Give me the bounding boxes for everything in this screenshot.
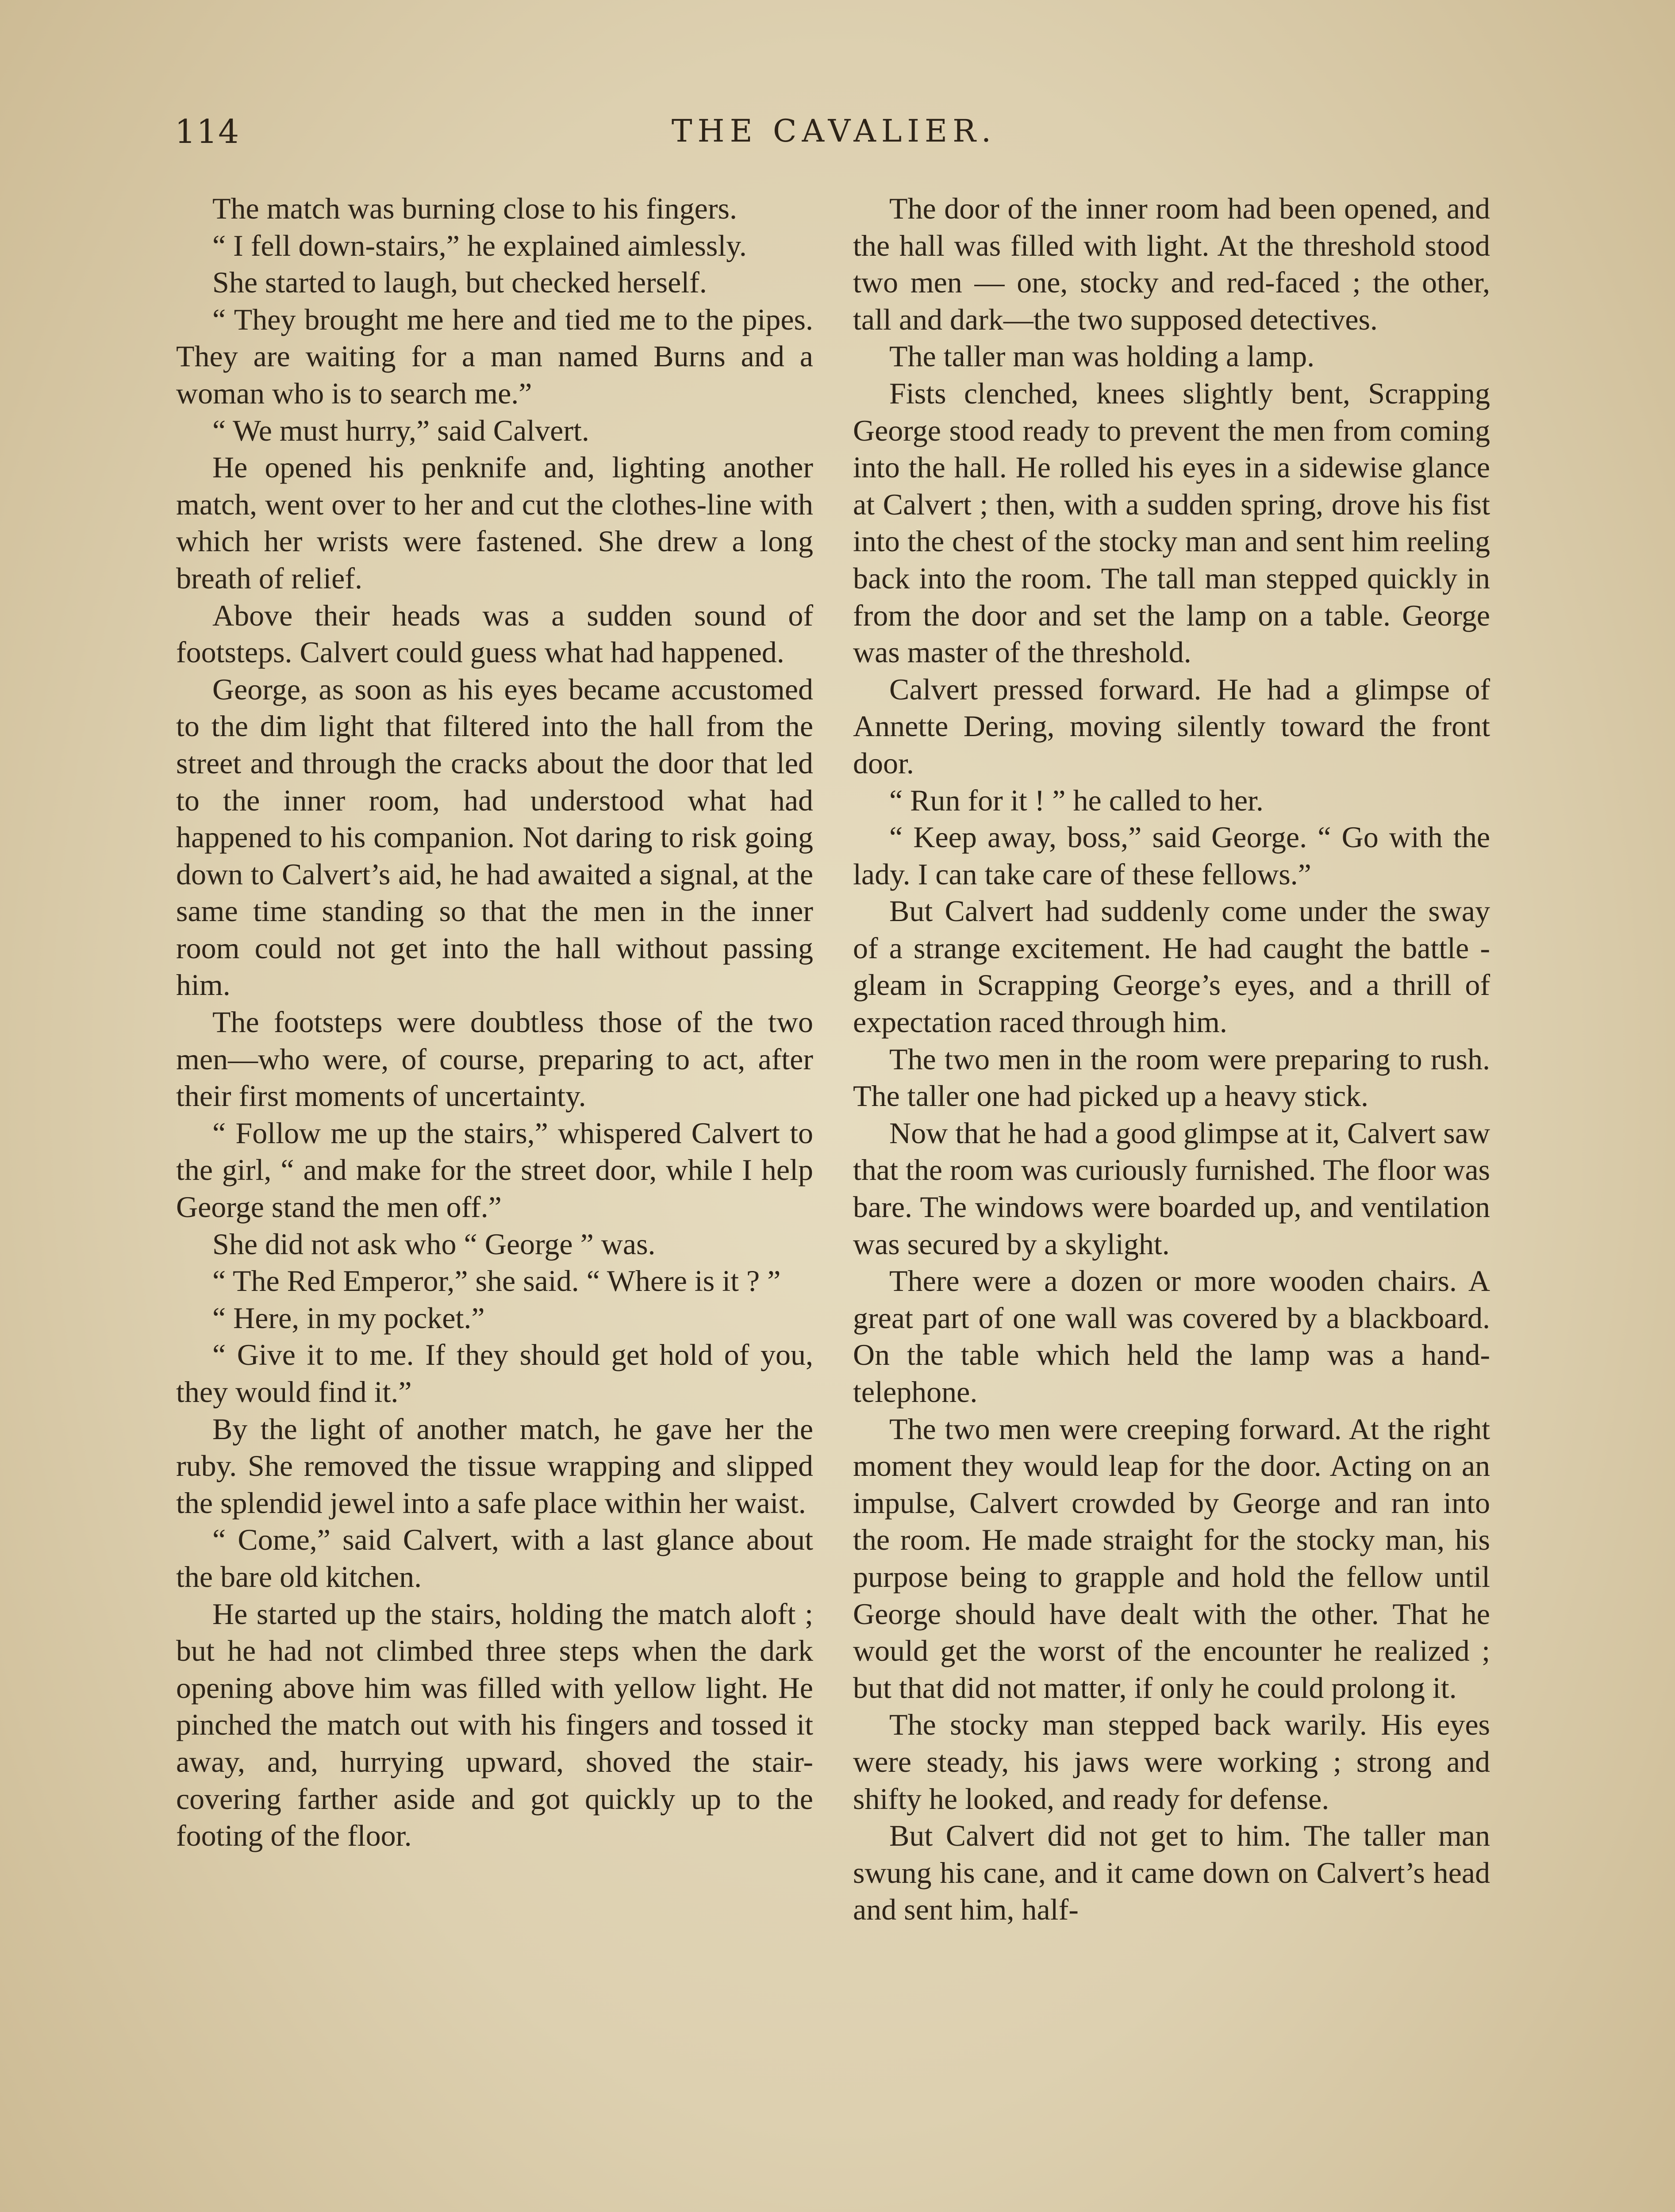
paragraph: “ Come,” said Calvert, with a last glance about the bare old kitchen.: [176, 1523, 813, 1594]
right-column: [853, 190, 1490, 1928]
paragraph: The footsteps were doubtless those of the two men—who were, of course, preparing to act, after their first moments of uncertainty.: [176, 1005, 813, 1113]
paragraph: He started up the stairs, holding the match aloft ; but he had not climbed three steps when the dark opening above him was filled with yellow light. He pinched the match out with his fingers and tossed it away, and, hurrying upward, shoved the stair-covering farther aside and got quickly up to the footing of the floor.: [176, 1597, 813, 1853]
paragraph: The door of the inner room had been opened, and the hall was filled with light. At the threshold stood two men — one, stocky and red-faced ; the other, tall and dark—the two supposed detectives.: [853, 192, 1490, 336]
paragraph: “ Here, in my pocket.”: [212, 1301, 485, 1335]
paragraph: There were a dozen or more wooden chairs. A great part of one wall was covered by a blackboard. On the table which held the lamp was a hand-telephone.: [853, 1264, 1490, 1409]
paragraph: “ The Red Emperor,” she said. “ Where is it ? ”: [212, 1264, 781, 1298]
paragraph: “ Run for it ! ” he called to her.: [889, 783, 1264, 817]
paragraph: “ Give it to me. If they should get hold of you, they would find it.”: [176, 1338, 813, 1409]
paragraph: But Calvert did not get to him. The taller man swung his cane, and it came down on Calvert’s head and sent him, half-: [853, 1819, 1490, 1927]
paragraph: Fists clenched, knees slightly bent, Scrapping George stood ready to prevent the men from coming into the hall. He rolled his eyes in a sidewise glance at Calvert ; then, with a sudden spring, drove his fist into the chest of the stocky man and sent him reeling back into the room. The tall man stepped quickly in from the door and set the lamp on a table. George was master of the threshold.: [853, 376, 1490, 669]
paragraph: Now that he had a good glimpse at it, Calvert saw that the room was curiously furnished. The floor was bare. The windows were boarded up, and ventilation was secured by a skylight.: [853, 1116, 1490, 1261]
paragraph: The two men in the room were preparing to rush. The taller one had picked up a heavy stick.: [853, 1042, 1490, 1113]
paragraph: The two men were creeping forward. At the right moment they would leap for the door. Acting on an impulse, Calvert crowded by George and ran into the room. He made straight for the stocky man, his purpose being to grapple and hold the fellow until George should have dealt with the other. That he would get the worst of the encounter he realized ; but that did not matter, if only he could prolong it.: [853, 1412, 1490, 1705]
page-header: [175, 113, 1493, 161]
paragraph: “ Follow me up the stairs,” whispered Calvert to the girl, “ and make for the street door, while I help George stand the men off.”: [176, 1116, 813, 1224]
left-column: [176, 190, 813, 1855]
paragraph: Calvert pressed forward. He had a glimpse of Annette Dering, moving silently toward the front door.: [853, 672, 1490, 780]
paragraph: George, as soon as his eyes became accustomed to the dim light that filtered into the hall from the street and through the cracks about the door that led to the inner room, had understood what had happened to his companion. Not daring to risk going down to Calvert’s aid, he had awaited a signal, at the same time standing so that the men in the inner room could not get into the hall without passing him.: [176, 672, 813, 1002]
paragraph: But Calvert had suddenly come under the sway of a strange excitement. He had caught the battle - gleam in Scrapping George’s eyes, and a thrill of expectation raced through him.: [853, 894, 1490, 1039]
page-number: 114: [175, 113, 240, 151]
paragraph: The match was burning close to his fingers.: [212, 192, 737, 225]
paragraph: He opened his penknife and, lighting another match, went over to her and cut the clothes-line with which her wrists were fastened. She drew a long breath of relief.: [176, 450, 813, 595]
paragraph: The taller man was holding a lamp.: [889, 339, 1315, 373]
paragraph: Above their heads was a sudden sound of footsteps. Calvert could guess what had happened.: [176, 598, 813, 669]
paragraph: The stocky man stepped back warily. His eyes were steady, his jaws were working ; strong and shifty he looked, and ready for defense.: [853, 1708, 1490, 1816]
paragraph: “ Keep away, boss,” said George. “ Go with the lady. I can take care of these fellows.”: [853, 820, 1490, 891]
paragraph: She started to laugh, but checked herself.: [212, 265, 707, 300]
paragraph: “ They brought me here and tied me to the pipes. They are waiting for a man named Burns and a woman who is to search me.”: [176, 302, 813, 410]
paragraph: “ I fell down-stairs,” he explained aimlessly.: [212, 228, 747, 262]
paragraph: She did not ask who “ George ” was.: [212, 1227, 656, 1261]
paragraph: “ We must hurry,” said Calvert.: [212, 413, 589, 447]
paragraph: By the light of another match, he gave her the ruby. She removed the tissue wrapping and slipped the splendid jewel into a safe place within her waist.: [176, 1412, 813, 1520]
running-title: THE CAVALIER.: [671, 113, 997, 149]
